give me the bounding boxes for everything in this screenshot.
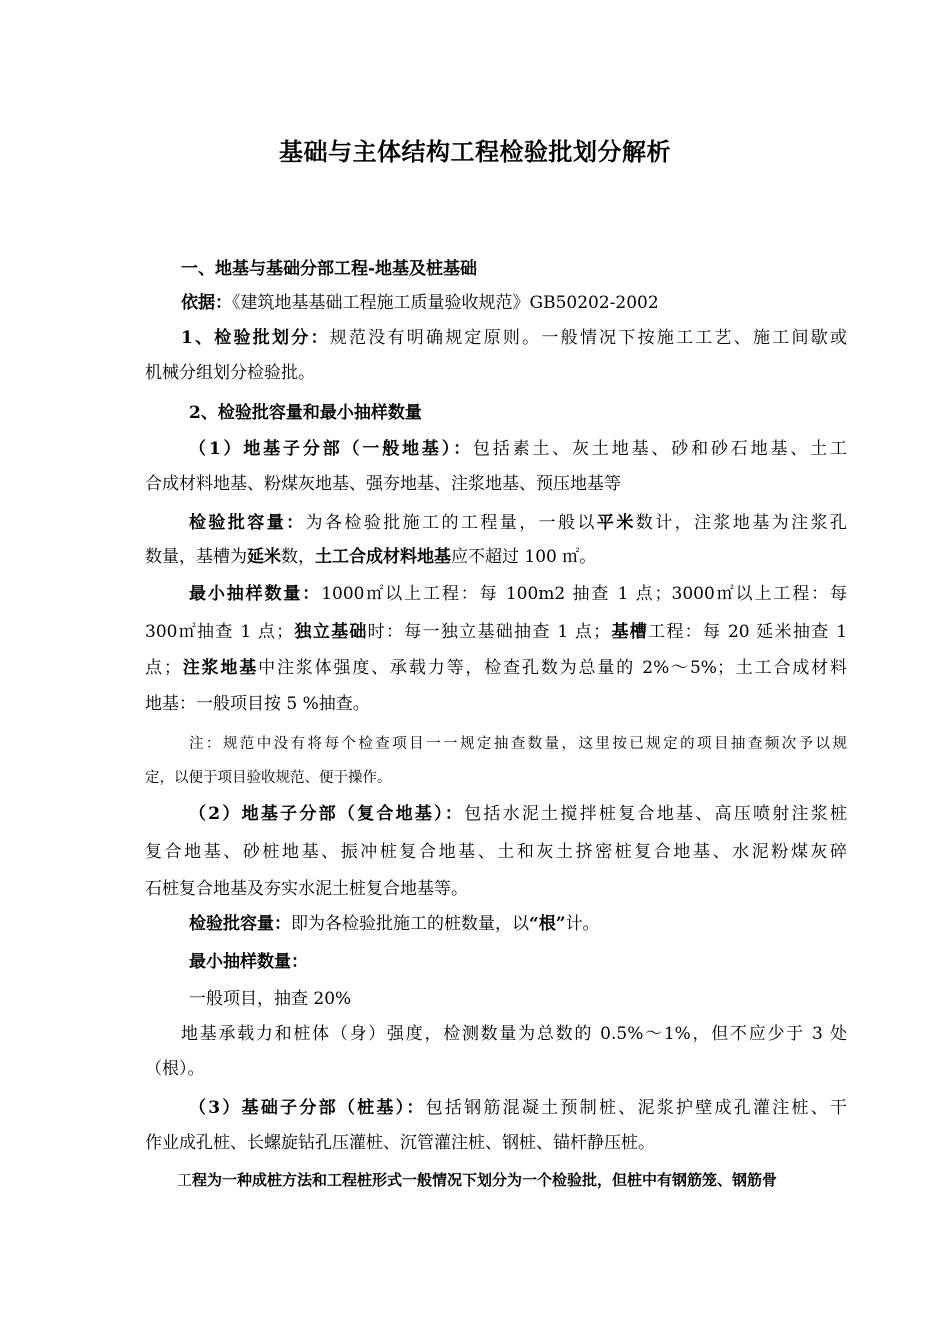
capacity-bold-2: 延米 bbox=[247, 547, 281, 567]
sub2-label: （2）地基子分部（复合地基）： bbox=[189, 804, 465, 824]
capacity-label: 检验批容量： bbox=[189, 513, 306, 533]
division-line-1 bbox=[181, 327, 847, 349]
min-sample-line-1 bbox=[189, 583, 847, 605]
sub1-label: （1）地基子分部（一般地基）： bbox=[189, 439, 473, 459]
capacity2-text-1: 即为各检验批施工的桩数量，以 bbox=[291, 914, 529, 934]
capacity-text-a2: 数计，注浆地基为注浆孔 bbox=[635, 513, 848, 533]
sub3-line-1 bbox=[189, 1097, 847, 1119]
capacity-text-b2: 数， bbox=[281, 547, 315, 567]
last-line bbox=[177, 1169, 847, 1191]
min-sample-label: 最小抽样数量： bbox=[189, 584, 322, 604]
min-sample-line-3 bbox=[145, 657, 847, 679]
sub2-line-2: 复合地基、砂桩地基、振冲桩复合地基、土和灰土挤密桩复合地基、水泥粉煤灰碎 bbox=[145, 842, 847, 862]
min-sample-text-b2: 时：每一独立基础抽查 1 点； bbox=[367, 622, 611, 642]
sub1-text-a: 包括素土、灰土地基、砂和砂石地基、土工 bbox=[472, 439, 847, 459]
sub2-line-1 bbox=[189, 803, 847, 825]
min-sample-text-c1: 点； bbox=[145, 658, 181, 678]
page-title: 基础与主体结构工程检验批划分解析 bbox=[279, 137, 671, 166]
min-sample-text-c2: 中注浆体强度、承载力等，检查孔数为总量的 2%～5%；土工合成材料 bbox=[258, 658, 848, 678]
sub3-label: （3）基础子分部（桩基）： bbox=[189, 1098, 426, 1118]
sub3-text-a: 包括钢筋混凝土预制桩、泥浆护壁成孔灌注桩、干 bbox=[425, 1098, 848, 1118]
min-sample-line-4: 地基：一般项目按 5 %抽查。 bbox=[145, 694, 370, 714]
sub3-line-2: 作业成孔桩、长螺旋钻孔压灌桩、沉管灌注桩、钢桩、锚杆静压桩。 bbox=[145, 1133, 655, 1153]
capacity2-text-2: 计。 bbox=[565, 914, 600, 934]
note-line-1: 注：规范中没有将每个检查项目一一规定抽查数量，这里按已规定的项目抽查频次予以规 bbox=[189, 736, 847, 752]
min-sample-bold-2: 基槽 bbox=[610, 622, 649, 642]
sub2-line-3: 石桩复合地基及夯实水泥土桩复合地基等。 bbox=[145, 879, 468, 899]
section-heading: 一、地基与基础分部工程-地基及桩基础 bbox=[181, 259, 478, 279]
capacity-heading: 2、检验批容量和最小抽样数量 bbox=[189, 403, 422, 423]
sub2-text-a: 包括水泥土搅拌桩复合地基、高压喷射注浆桩 bbox=[464, 804, 848, 824]
division-text-a: 规范没有明确规定原则。一般情况下按施工工艺、施工间歇或 bbox=[329, 328, 847, 348]
min-sample-bold-1: 独立基础 bbox=[293, 622, 368, 642]
min-sample2-bearing-1: 地基承载力和桩体（身）强度，检测数量为总数的 0.5%～1%，但不应少于 3 处 bbox=[181, 1024, 847, 1044]
min-sample2-general: 一般项目，抽查 20% bbox=[189, 989, 352, 1009]
min-sample-text-b3: 工程：每 20 延米抽查 1 bbox=[648, 622, 848, 642]
sub1-line-1 bbox=[189, 438, 847, 460]
capacity-text-a1: 为各检验批施工的工程量，一般以 bbox=[305, 513, 597, 533]
basis-label: 依据： bbox=[181, 293, 232, 313]
capacity-text-b3: 应不超过 100 ㎡。 bbox=[451, 547, 597, 567]
last-bold: 程为一种成桩方法和工程桩形式一般情况下划分为一个检验批，但桩中有钢筋笼、钢筋骨 bbox=[192, 1171, 778, 1189]
capacity2-label: 检验批容量： bbox=[189, 914, 291, 934]
min-sample2-bearing-2: （根）。 bbox=[145, 1059, 205, 1079]
sub1-line-2: 合成材料地基、粉煤灰地基、强夯地基、注浆地基、预压地基等 bbox=[145, 474, 621, 494]
min-sample-text-b1: 300㎡抽查 1 点； bbox=[145, 622, 294, 642]
capacity-bold-1: 平米 bbox=[596, 513, 636, 533]
basis-text: 《建筑地基基础工程施工质量验收规范》GB50202-2002 bbox=[232, 293, 659, 313]
min-sample-line-2 bbox=[145, 621, 847, 643]
note-line-2: 定，以便于项目验收规范、便于操作。 bbox=[145, 770, 392, 786]
division-label: 1、检验批划分： bbox=[181, 328, 330, 348]
capacity2-bold: “根” bbox=[529, 914, 566, 934]
min-sample2-label: 最小抽样数量： bbox=[189, 952, 308, 972]
capacity2-line bbox=[189, 913, 901, 935]
basis-line bbox=[181, 292, 893, 314]
capacity-bold-3: 土工合成材料地基 bbox=[315, 547, 451, 567]
min-sample-text-a: 1000㎡以上工程：每 100m2 抽查 1 点；3000㎡以上工程：每 bbox=[321, 584, 848, 604]
last-text-1: 工 bbox=[177, 1171, 193, 1189]
min-sample-bold-3: 注浆地基 bbox=[180, 658, 259, 678]
capacity-line-1 bbox=[189, 512, 847, 534]
capacity-text-b1: 数量，基槽为 bbox=[145, 547, 247, 567]
capacity-line-2 bbox=[145, 546, 857, 568]
division-line-2: 机械分组划分检验批。 bbox=[145, 363, 315, 383]
